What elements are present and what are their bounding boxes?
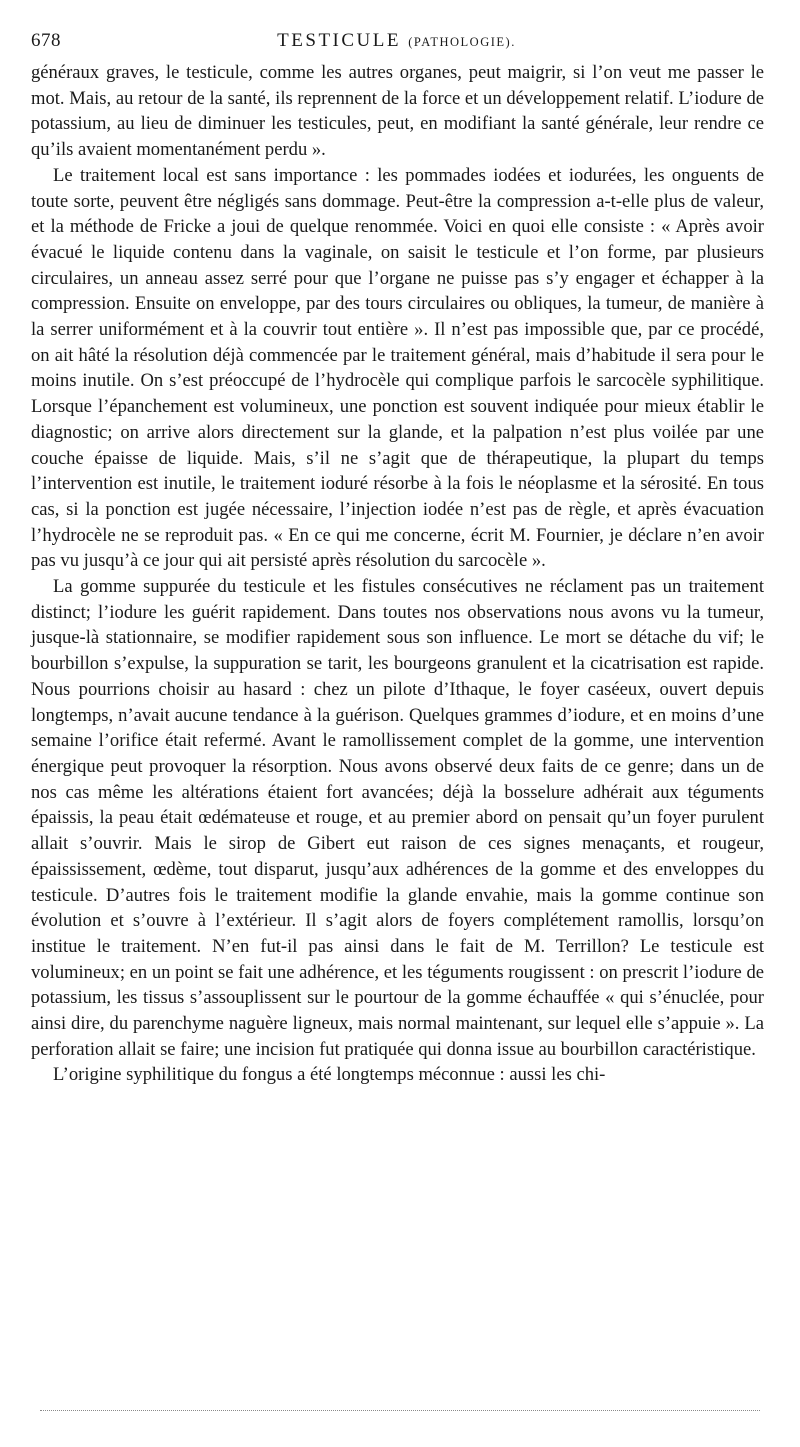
running-title-subtitle: (PATHOLOGIE). [408, 35, 516, 49]
running-title-main: TESTICULE [277, 30, 401, 51]
page-number: 678 [31, 30, 61, 51]
running-title [31, 30, 762, 52]
paragraph-local-treatment: Le traitement local est sans importance : les pommades iodées et iodurées, les onguents de toute sorte, peuvent être négligés sans dommage. Peut-être la compression a-t-elle plus de valeur, et la méthode de Fricke a joui de quelque renommée. Voici en quoi elle consiste : « Après avoir évacué le liquide contenu dans la vaginale, on saisit le testicule et l’on forme, par plusieurs circulaires, un anneau assez serré pour que l’organe ne puisse pas s’y engager et échapper à la compression. Ensuite on enveloppe, par des tours circulaires ou obliques, la tumeur, de manière à la serrer uniformément et à la couvrir tout entière ». Il n’est pas impossible que, par ce procédé, on ait hâté la résolution déjà commencée par le traitement général, mais d’habitude il sera pour le moins inutile. On s’est préoccupé de l’hydrocèle qui complique parfois le sarcocèle syphilitique. Lorsque l’épanchement est volumineux, une ponction est souvent indiquée pour mieux établir le diagnostic; on arrive alors directement sur la glande, et la palpation n’est plus voilée par une couche épaisse de liquide. Mais, s’il ne s’agit que de thérapeutique, la plupart du temps l’intervention est inutile, le traitement ioduré résorbe à la fois le néoplasme et la sérosité. En tous cas, si la ponction est jugée nécessaire, l’injection iodée n’est pas de règle, et après évacuation l’hydrocèle ne se reproduit pas. « En ce qui me concerne, écrit M. Fournier, je déclare n’en avoir pas vu jusqu’à ce jour qui ait persisté après résolution du sarcocèle ». [31, 164, 764, 572]
page-header [31, 30, 762, 56]
paragraph-suppurated-gumma: La gomme suppurée du testicule et les fistules consécutives ne réclament pas un traitement distinct; l’iodure les guérit rapidement. Dans toutes nos observations nous avons vu la tumeur, jusque-là stationnaire, se modifier rapidement sous son influence. Le mort se détache du vif; le bourbillon s’expulse, la suppuration se tarit, les bourgeons granulent et la cicatrisation est rapide. Nous pourrions choisir au hasard : chez un pilote d’Ithaque, le foyer caséeux, ouvert depuis longtemps, n’avait aucune tendance à la guérison. Quelques grammes d’iodure, et en moins d’une semaine l’orifice était refermé. Avant le ramollissement complet de la gomme, une intervention énergique peut provoquer la résorption. Nous avons observé deux faits de ce genre; dans un de nos cas même les altérations étaient fort avancées; déjà la bosselure adhérait aux téguments épaissis, la peau était œdémateuse et rouge, et au premier abord on pensait qu’un foyer purulent allait s’ouvrir. Mais le sirop de Gibert eut raison de ces signes menaçants, et rougeur, épaississement, œdème, tout disparut, jusqu’aux adhérences de la gomme et des enveloppes du testicule. D’autres fois le traitement modifie la glande envahie, mais la gomme continue son évolution et s’ouvre à l’extérieur. Il s’agit alors de foyers complétement ramollis, lorsqu’on institue le traitement. N’en fut-il pas ainsi dans le fait de M. Terrillon? Le testicule est volumineux; en un point se fait une adhérence, et les téguments rougissent : on prescrit l’iodure de potassium, les tissus s’assouplissent sur le pourtour de la gomme échauffée « qui s’énuclée, pour ainsi dire, du parenchyme naguère ligneux, mais normal maintenant, sur lequel elle s’appuie ». La perforation allait se faire; une incision fut pratiquée qui donna issue au bourbillon caractéristique. [31, 576, 764, 1060]
text-body [31, 60, 764, 1088]
paragraph-fungus-origin: L’origine syphilitique du fongus a été longtemps méconnue : aussi les chi- [53, 1064, 606, 1086]
paragraph-continued: généraux graves, le testicule, comme les autres organes, peut maigrir, si l’on veut me passer le mot. Mais, au retour de la santé, ils reprennent de la force et un développement relatif. L’iodure de potassium, au lieu de diminuer les testicules, peut, en modifiant la santé générale, leur rendre ce qu’ils avaient momentanément perdu ». [31, 62, 764, 161]
footer-divider [40, 1410, 760, 1411]
